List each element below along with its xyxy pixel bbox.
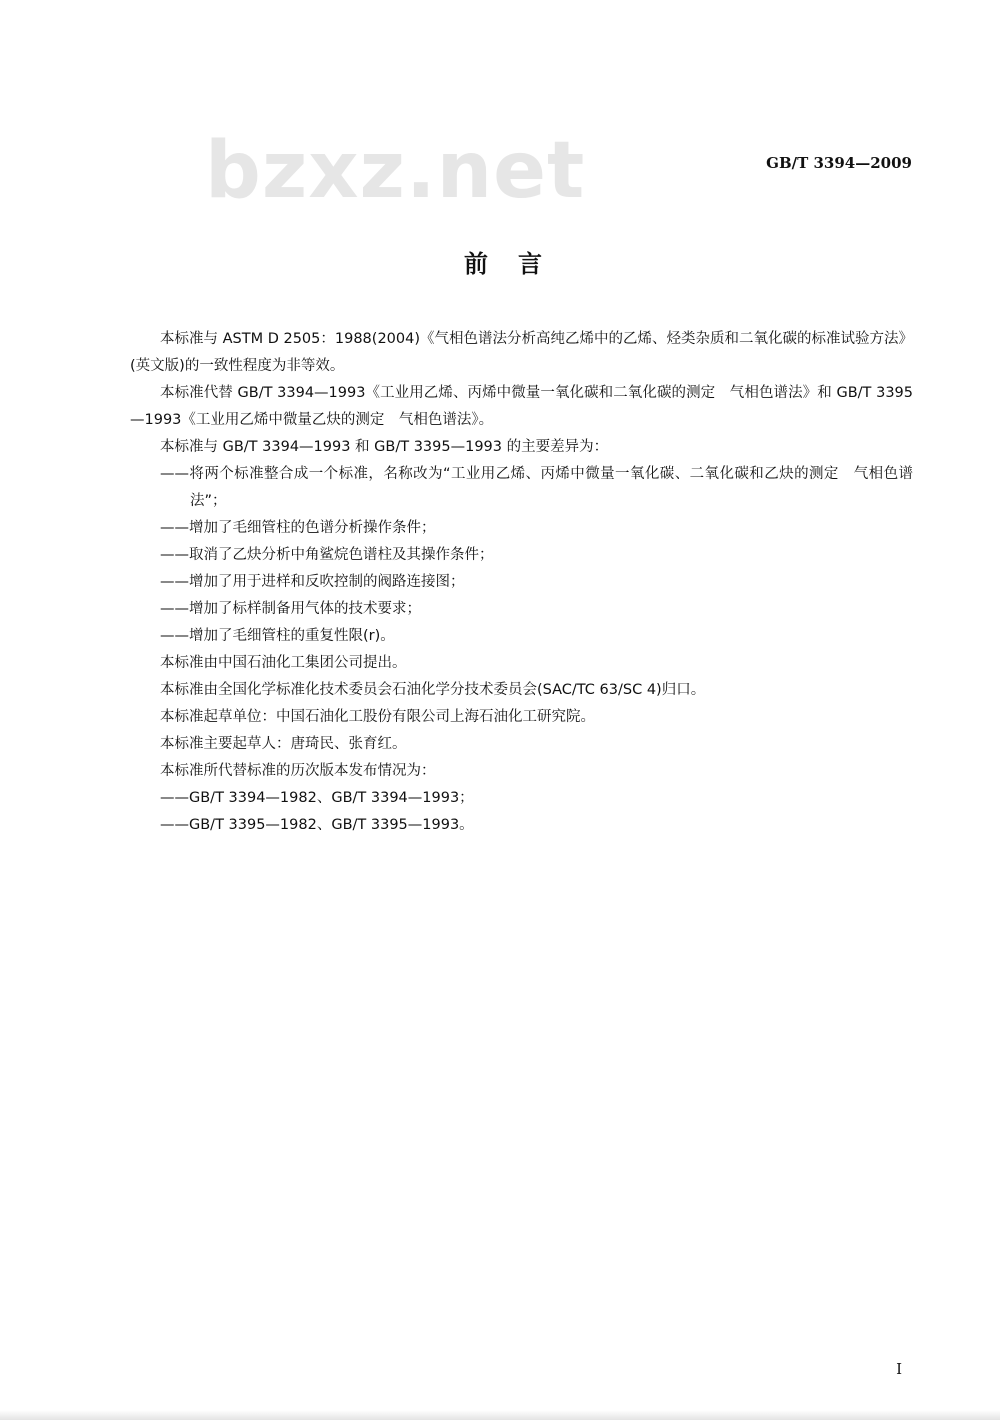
page-title: 前言 — [464, 250, 572, 278]
difference-item: ——增加了毛细管柱的重复性限(r)。 — [160, 628, 395, 644]
paragraph-proposer: 本标准由中国石油化工集团公司提出。 — [160, 655, 407, 671]
paragraph-replaces: 本标准代替 GB/T 3394—1993《工业用乙烯、丙烯中微量一氧化碳和二氧化碳的测定 气相色谱法》和 GB/T 3395—1993《工业用乙烯中微量乙炔的测定 气相色谱法》。 — [130, 385, 913, 428]
page-edge-shadow — [0, 1410, 1000, 1420]
standard-code: GB/T 3394—2009 — [766, 154, 912, 172]
history-item: ——GB/T 3395—1982、GB/T 3395—1993。 — [160, 817, 474, 833]
paragraph-differences-intro: 本标准与 GB/T 3394—1993 和 GB/T 3395—1993 的主要差异为： — [160, 439, 609, 455]
difference-item: ——增加了毛细管柱的色谱分析操作条件； — [160, 520, 436, 536]
difference-item: ——增加了用于进样和反吹控制的阀路连接图； — [160, 574, 465, 590]
paragraph-drafters: 本标准主要起草人：唐琦民、张育红。 — [160, 736, 407, 752]
paragraph-drafting-unit: 本标准起草单位：中国石油化工股份有限公司上海石油化工研究院。 — [160, 709, 595, 725]
page-number: I — [896, 1360, 902, 1378]
history-item: ——GB/T 3394—1982、GB/T 3394—1993； — [160, 790, 474, 806]
paragraph-committee: 本标准由全国化学标准化技术委员会石油化学分技术委员会(SAC/TC 63/SC 4)归口。 — [160, 682, 706, 698]
difference-item: ——增加了标样制备用气体的技术要求； — [160, 601, 421, 617]
paragraph-history-intro: 本标准所代替标准的历次版本发布情况为： — [160, 763, 436, 779]
watermark: bzxz.net — [205, 126, 586, 216]
difference-item: ——将两个标准整合成一个标准，名称改为“工业用乙烯、丙烯中微量一氧化碳、二氧化碳和乙炔的测定 气相色谱法”； — [160, 466, 913, 509]
document-body — [130, 326, 913, 839]
paragraph-equivalence: 本标准与 ASTM D 2505：1988(2004)《气相色谱法分析高纯乙烯中的乙烯、烃类杂质和二氧化碳的标准试验方法》(英文版)的一致性程度为非等效。 — [130, 331, 913, 374]
difference-item: ——取消了乙炔分析中角鲨烷色谱柱及其操作条件； — [160, 547, 494, 563]
